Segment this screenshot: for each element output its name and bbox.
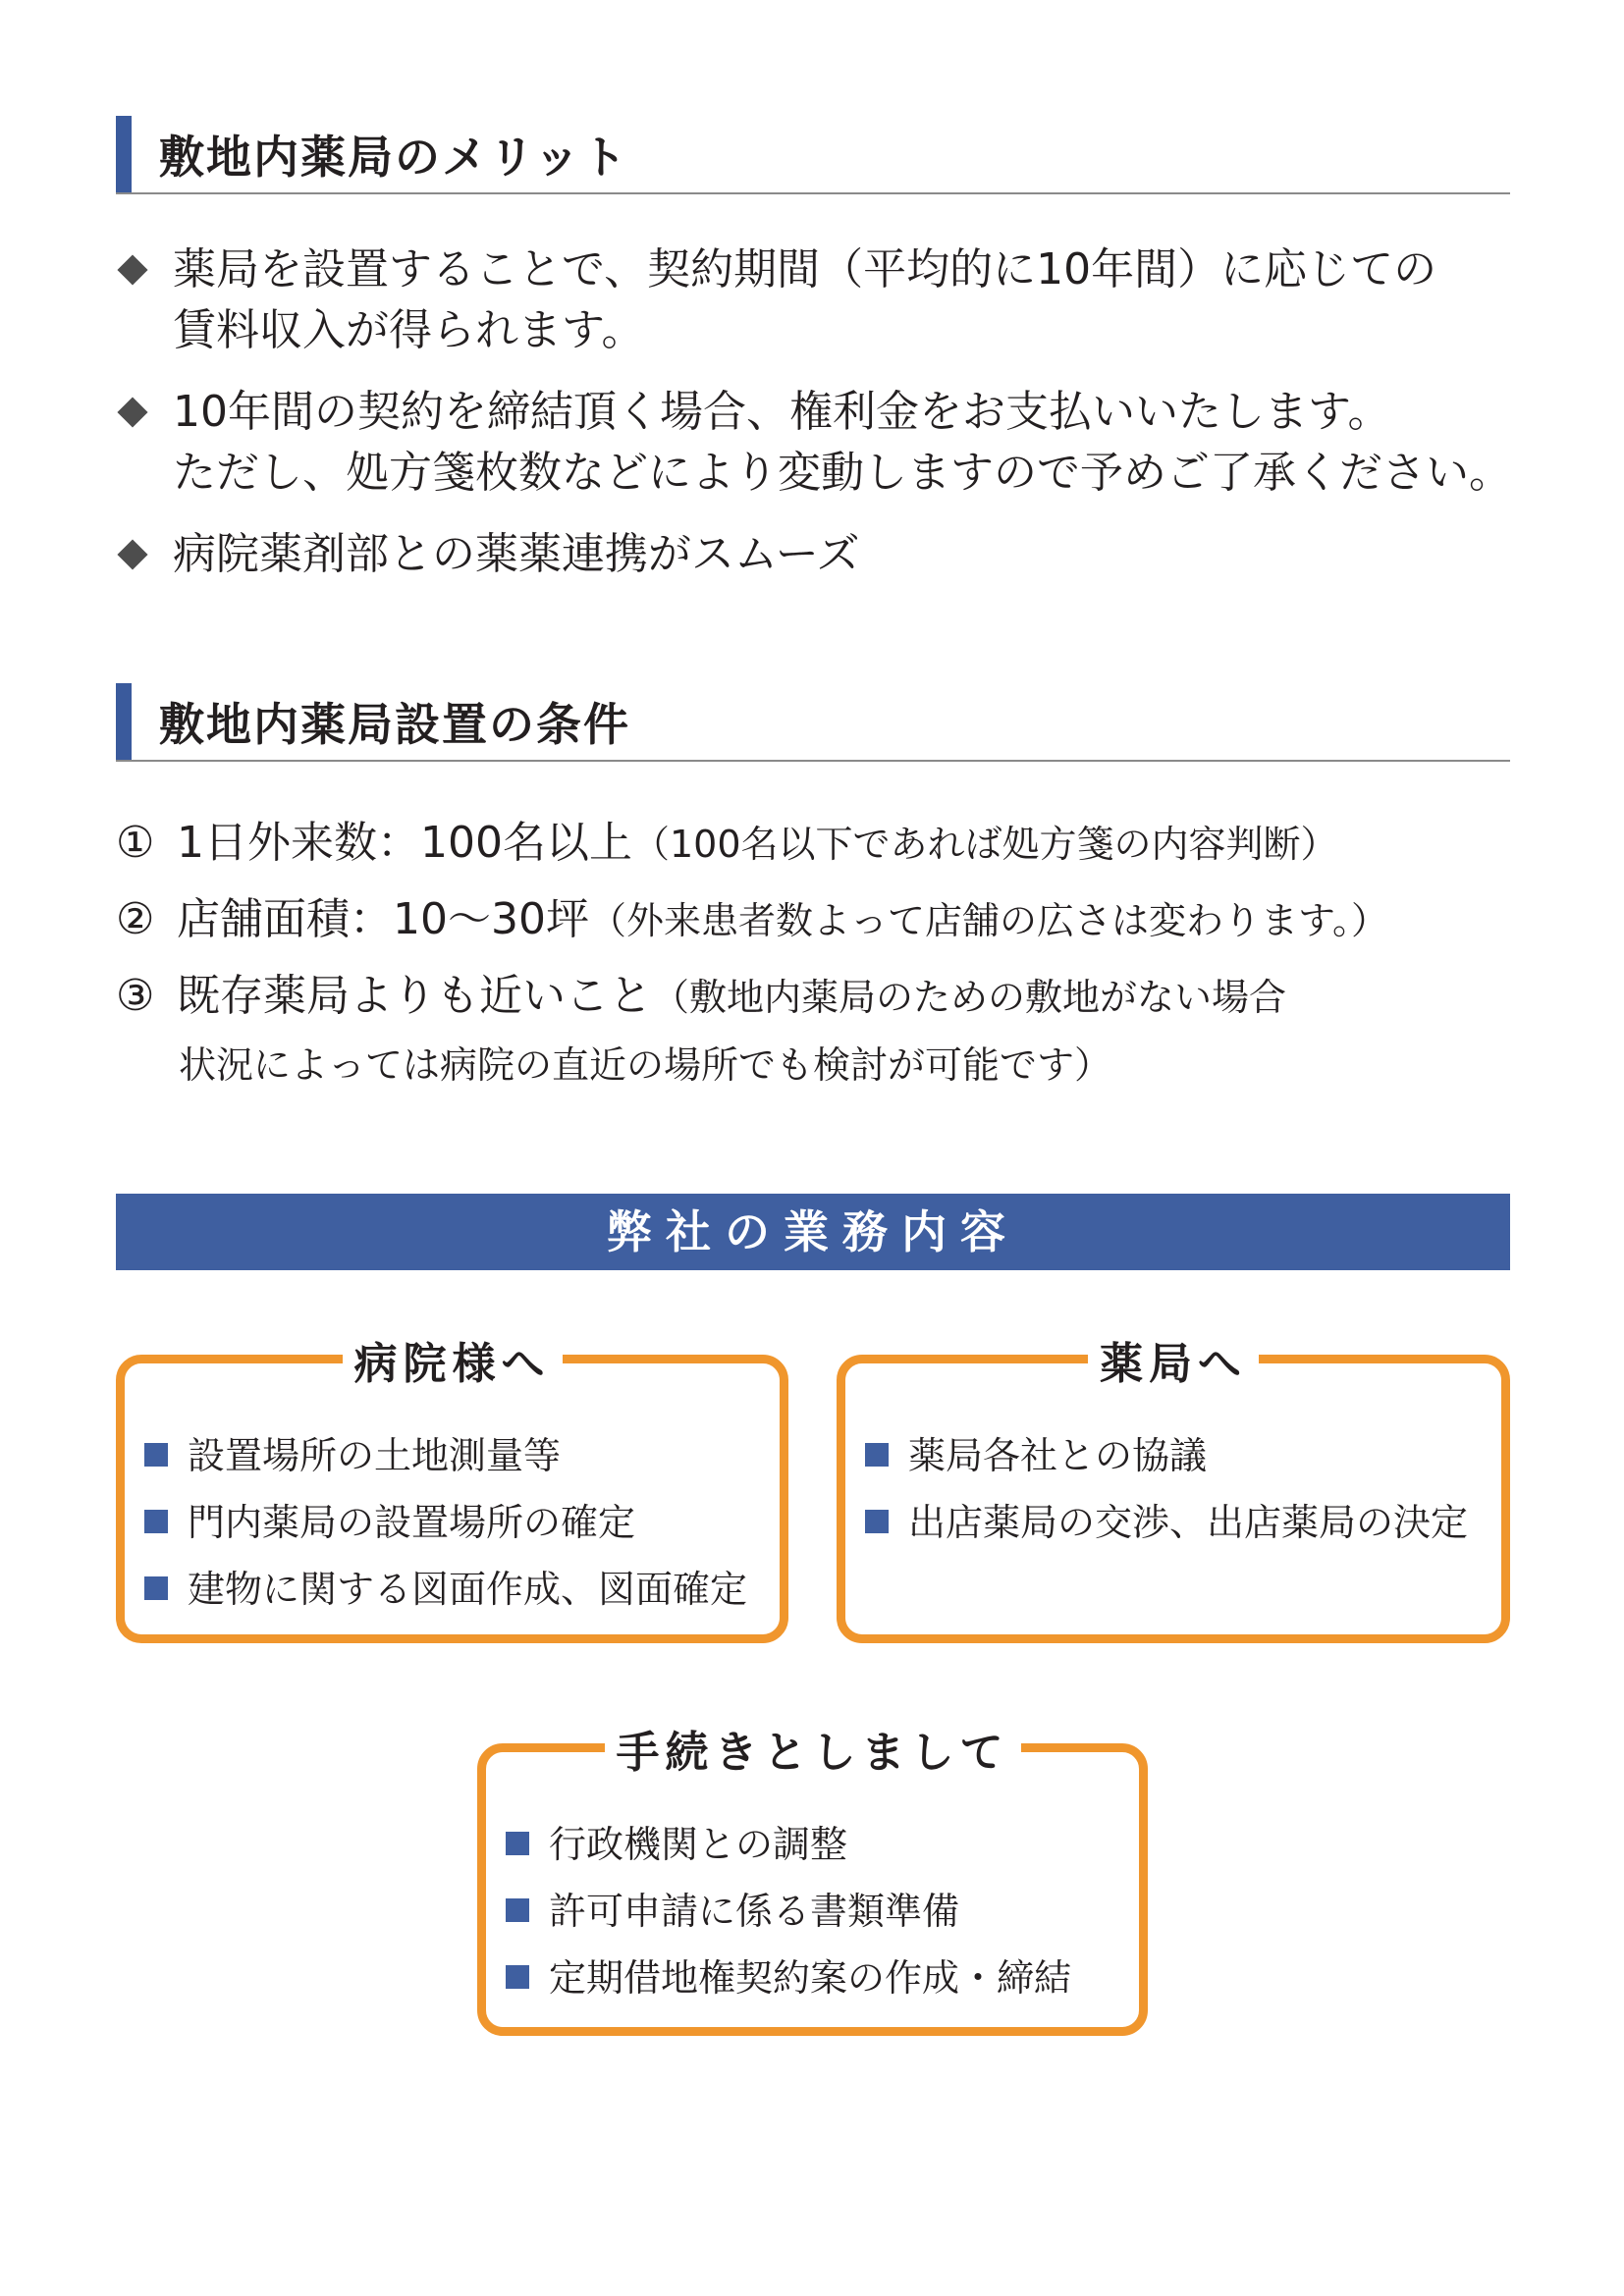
list-item: 出店薬局の交渉、出店薬局の決定 <box>865 1489 1468 1556</box>
list-item: 建物に関する図面作成、図面確定 <box>144 1556 747 1623</box>
merit-item: 薬局を設置することで、契約期間（平均的に10年間）に応じての 賃料収入が得られます。 <box>116 240 1530 361</box>
services-banner: 弊社の業務内容 <box>116 1194 1510 1270</box>
section-heading-merits <box>116 116 1510 194</box>
box-label: 薬局へ <box>1088 1339 1259 1389</box>
list-item: 行政機関との調整 <box>506 1811 1071 1878</box>
list-item: 薬局各社との協議 <box>865 1422 1468 1489</box>
pharmacy-services-box <box>837 1339 1510 1643</box>
diamond-bullet-icon <box>117 539 147 569</box>
condition-item: ③ 既存薬局よりも近いこと（敷地内薬局のための敷地がない場合 <box>116 971 1287 1021</box>
section-title: 敷地内薬局のメリット <box>159 131 629 184</box>
box-label: 病院様へ <box>343 1339 563 1389</box>
section-heading-conditions <box>116 683 1510 762</box>
condition-number: ③ <box>116 971 155 1021</box>
square-bullet-icon <box>144 1510 168 1533</box>
condition-number: ② <box>116 894 155 944</box>
condition-note-continued: 状況によっては病院の直近の場所でも検討が可能です） <box>179 1043 1112 1087</box>
diamond-bullet-icon <box>117 254 147 285</box>
square-bullet-icon <box>506 1965 529 1989</box>
square-bullet-icon <box>144 1443 168 1467</box>
square-bullet-icon <box>506 1898 529 1922</box>
merit-item: 10年間の契約を締結頂く場合、権利金をお支払いいたします。 ただし、処方箋枚数などにより変動しますので予めご了承ください。 <box>116 382 1530 504</box>
condition-item: ① 1日外来数：100名以上（100名以下であれば処方箋の内容判断） <box>116 818 1338 868</box>
list-item: 設置場所の土地測量等 <box>144 1422 747 1489</box>
hospital-services-box <box>116 1339 788 1643</box>
list-item: 定期借地権契約案の作成・締結 <box>506 1945 1071 2011</box>
heading-accent-bar <box>116 683 132 760</box>
box-label: 手続きとしまして <box>605 1728 1021 1778</box>
merit-item: 病院薬剤部との薬薬連携がスムーズ <box>116 524 1530 585</box>
section-title: 敷地内薬局設置の条件 <box>159 698 630 751</box>
condition-number: ① <box>116 818 155 868</box>
list-item: 許可申請に係る書類準備 <box>506 1878 1071 1945</box>
diamond-bullet-icon <box>117 397 147 427</box>
square-bullet-icon <box>865 1510 889 1533</box>
heading-accent-bar <box>116 116 132 192</box>
square-bullet-icon <box>506 1832 529 1855</box>
list-item: 門内薬局の設置場所の確定 <box>144 1489 747 1556</box>
square-bullet-icon <box>144 1576 168 1600</box>
condition-item: ② 店舗面積：10〜30坪（外来患者数よって店舗の広さは変わります。） <box>116 894 1388 944</box>
square-bullet-icon <box>865 1443 889 1467</box>
procedure-services-box <box>477 1728 1148 2036</box>
